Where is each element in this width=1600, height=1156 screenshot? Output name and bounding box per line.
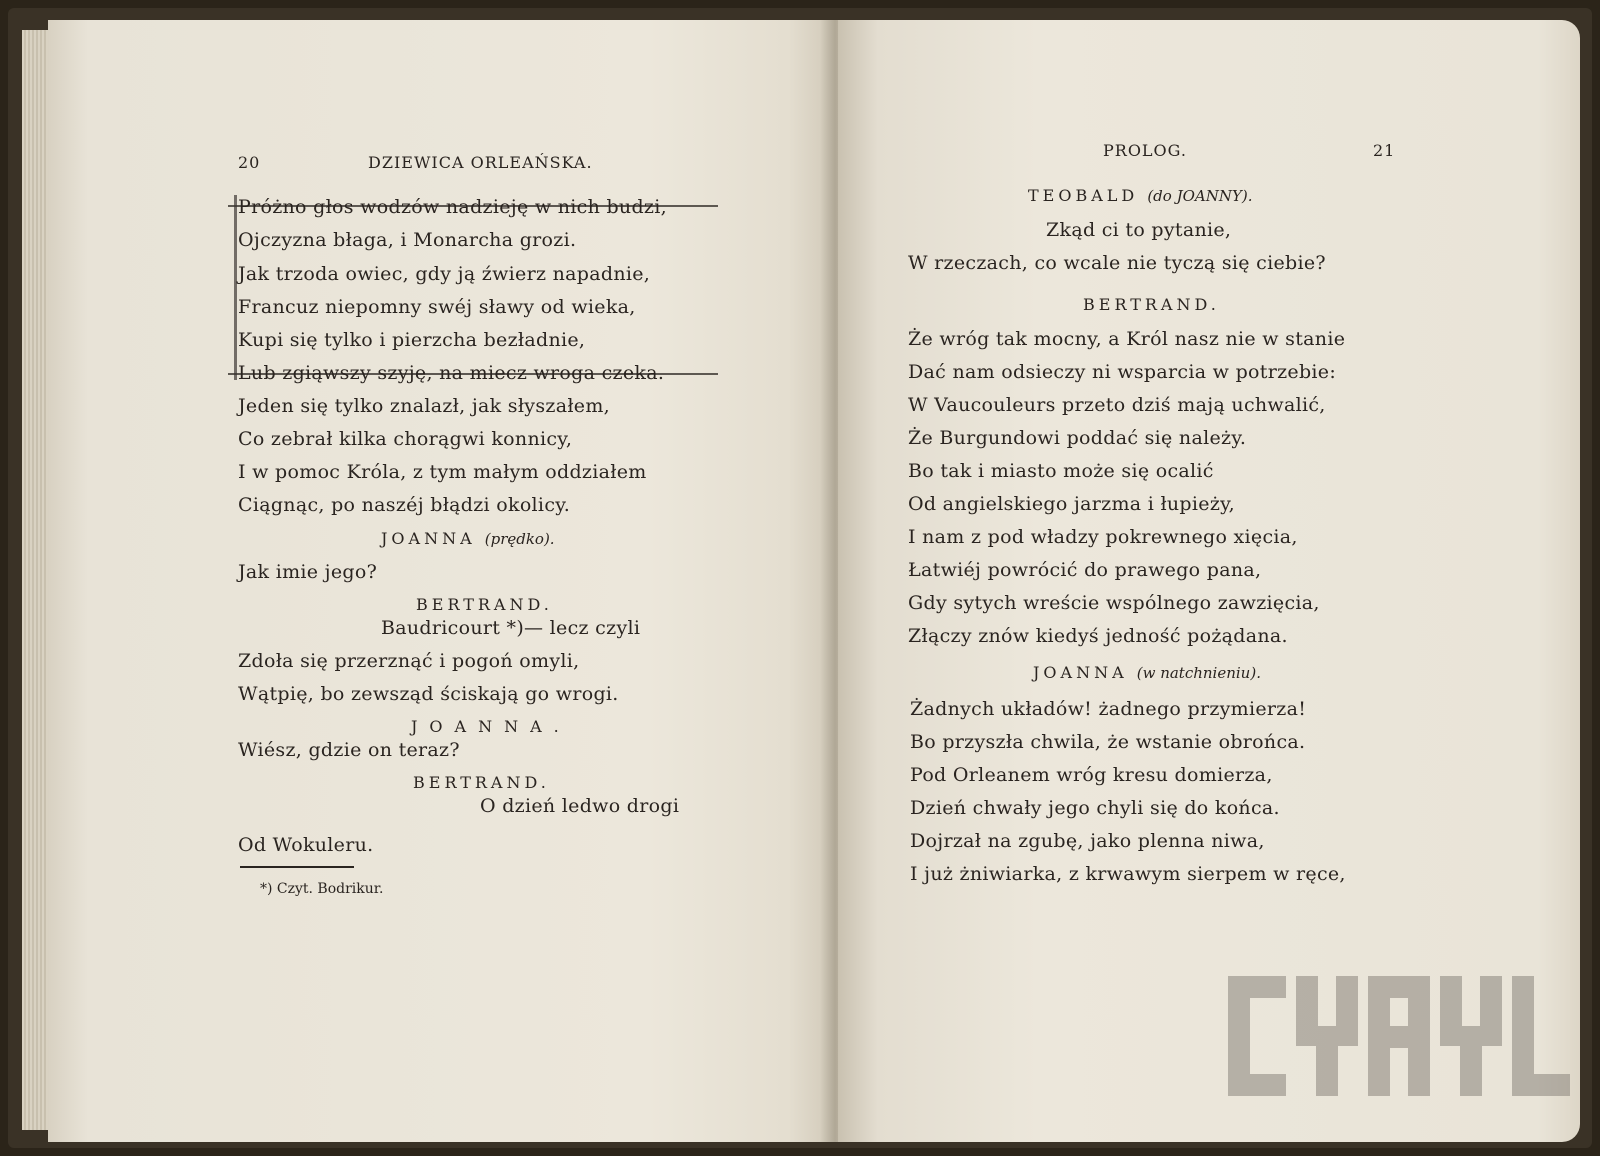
verse-line: Pod Orleanem wróg kresu domierza,: [910, 764, 1273, 786]
verse-line: Lub zgiąwszy szyję, na miecz wroga czeka.: [238, 362, 665, 384]
verse-line: Próżno głos wodzów nadzieję w nich budzi,: [238, 196, 667, 218]
speaker-heading: [416, 595, 553, 614]
speaker-name: JOANNA.: [411, 717, 571, 736]
stage-direction: (w natchnieniu).: [1136, 664, 1261, 682]
speaker-heading: [1028, 186, 1253, 205]
verse-line: W Vaucouleurs przeto dziś mają uchwalić,: [908, 394, 1326, 416]
verse-line: I nam z pod władzy pokrewnego xięcia,: [908, 526, 1298, 548]
verse-line: Gdy sytych wreście wspólnego zawzięcia,: [908, 592, 1320, 614]
verse-line: Jak trzoda owiec, gdy ją źwierz napadnie,: [238, 263, 651, 285]
verse-line: Złączy znów kiedyś jedność pożądana.: [908, 625, 1288, 647]
speaker-heading: [1083, 295, 1220, 314]
speaker-name: JOANNA: [1033, 663, 1128, 682]
verse-line: W rzeczach, co wcale nie tyczą się ciebie?: [908, 252, 1326, 274]
stage-direction: (prędko).: [484, 530, 555, 548]
pencil-bracket: [234, 195, 245, 380]
left-running-head: DZIEWICA ORLEAŃSKA.: [368, 153, 593, 172]
verse-line: Francuz niepomny swéj sławy od wieka,: [238, 296, 636, 318]
right-page: [838, 20, 1580, 1142]
watermark-letter-y: [1296, 976, 1358, 1096]
speaker-heading: [381, 529, 555, 548]
verse-line: Od Wokuleru.: [238, 834, 374, 856]
verse-line: Dać nam odsieczy ni wsparcia w potrzebie:: [908, 361, 1337, 383]
verse-line: Wiész, gdzie on teraz?: [238, 739, 460, 761]
speaker-heading: [411, 717, 571, 736]
verse-line: Dzień chwały jego chyli się do końca.: [910, 797, 1280, 819]
right-running-head: PROLOG.: [1103, 141, 1187, 160]
verse-line: Od angielskiego jarzma i łupieży,: [908, 493, 1235, 515]
watermark-letter-c: [1228, 976, 1286, 1096]
verse-line: Jeden się tylko znalazł, jak słyszałem,: [238, 395, 610, 417]
verse-line: Że Burgundowi poddać się należy.: [908, 427, 1247, 449]
speaker-name: BERTRAND.: [413, 773, 550, 792]
cyryl-watermark-logo: [1228, 976, 1570, 1096]
watermark-letter-y2: [1440, 976, 1502, 1096]
speaker-name: TEOBALD: [1028, 186, 1139, 205]
speaker-heading: [1033, 663, 1261, 682]
verse-line: Bo przyszła chwila, że wstanie obrońca.: [910, 731, 1306, 753]
verse-line: I już żniwiarka, z krwawym sierpem w ręce,: [910, 863, 1346, 885]
footnote: *) Czyt. Bodrikur.: [260, 881, 384, 897]
speaker-name: JOANNA: [381, 529, 476, 548]
verse-line: I w pomoc Króla, z tym małym oddziałem: [238, 461, 647, 483]
verse-line: Wątpię, bo zewsząd ściskają go wrogi.: [238, 683, 619, 705]
right-page-number: 21: [1373, 141, 1396, 160]
speaker-name: BERTRAND.: [1083, 295, 1220, 314]
stage-direction: (do JOANNY).: [1147, 187, 1253, 205]
speaker-name: BERTRAND.: [416, 595, 553, 614]
verse-line: Bo tak i miasto może się ocalić: [908, 460, 1214, 482]
left-page-number: 20: [238, 153, 261, 172]
verse-line: Że wróg tak mocny, a Król nasz nie w stanie: [908, 328, 1346, 350]
speaker-heading: [413, 773, 550, 792]
verse-line: Ojczyzna błaga, i Monarcha grozi.: [238, 229, 577, 251]
verse-line: Zdoła się przerznąć i pogoń omyli,: [238, 650, 580, 672]
verse-line: O dzień ledwo drogi: [480, 795, 680, 817]
verse-line: Łatwiéj powrócić do prawego pana,: [908, 559, 1262, 581]
left-page: [48, 20, 838, 1142]
verse-line: Baudricourt *)— lecz czyli: [381, 617, 641, 639]
verse-line: Co zebrał kilka chorągwi konnicy,: [238, 428, 573, 450]
footnote-rule: [240, 866, 354, 868]
verse-line: Ciągnąc, po naszéj błądzi okolicy.: [238, 494, 571, 516]
watermark-letter-l: [1512, 976, 1570, 1096]
verse-line: Jak imie jego?: [238, 561, 378, 583]
verse-line: Żadnych układów! żadnego przymierza!: [910, 698, 1307, 720]
verse-line: Kupi się tylko i pierzcha bezładnie,: [238, 329, 586, 351]
verse-line: Dojrzał na zgubę, jako plenna niwa,: [910, 830, 1265, 852]
verse-line: Zkąd ci to pytanie,: [1046, 219, 1232, 241]
open-book: [8, 8, 1592, 1148]
watermark-letter-r: [1368, 976, 1430, 1096]
